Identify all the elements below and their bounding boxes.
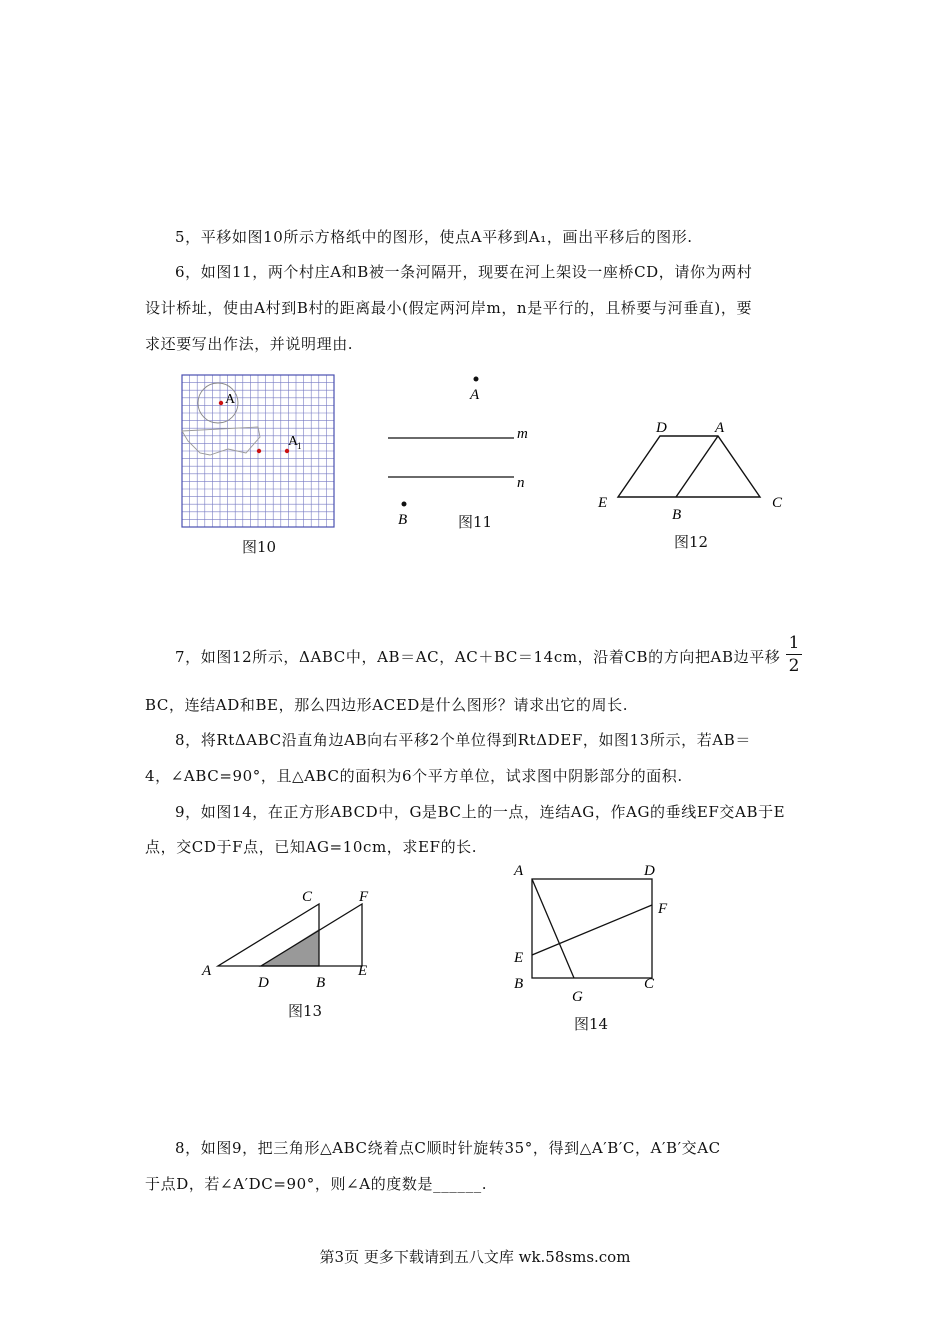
fraction-one-half — [786, 633, 802, 676]
question-8-line-1: 8，将RtΔABC沿直角边AB向右平移2个单位得到RtΔDEF，如图13所示，若AB＝ — [175, 731, 751, 749]
fraction-denominator: 2 — [788, 656, 800, 676]
question-6-line-2: 设计桥址，使由A村到B村的距离最小(假定两河岸m，n是平行的，且桥要与河垂直)，要 — [145, 299, 753, 317]
question-8b-line-1: 8，如图9，把三角形△ABC绕着点C顺时针旋转35°，得到△A′B′C，A′B′交AC — [175, 1139, 721, 1157]
point-b-label: B — [514, 976, 524, 992]
bank-n-label: n — [517, 475, 525, 491]
point-c-label: C — [644, 976, 655, 992]
point-e-label: E — [358, 963, 368, 979]
figure-12-caption: 图12 — [674, 533, 709, 551]
figure-13-caption: 图13 — [288, 1002, 323, 1020]
figure-11-caption: 图11 — [458, 513, 493, 531]
point-g-label: G — [572, 989, 583, 1005]
question-5: 5，平移如图10所示方格纸中的图形，使点A平移到A₁，画出平移后的图形. — [175, 228, 693, 246]
question-8-line-2: 4，∠ABC=90°，且△ABC的面积为6个平方单位，试求图中阴影部分的面积. — [145, 767, 683, 785]
question-9-line-1: 9，如图14，在正方形ABCD中，G是BC上的一点，连结AG，作AG的垂线EF交AB于E — [175, 803, 786, 821]
point-b-label: B — [672, 507, 682, 523]
label-a1: A — [288, 434, 299, 449]
figure-12 — [590, 412, 790, 524]
question-7-line-2: BC，连结AD和BE，那么四边形ACED是什么图形？请求出它的周长. — [145, 696, 629, 714]
figure-14-caption: 图14 — [574, 1015, 609, 1033]
point-a-label: A — [514, 863, 524, 879]
point-f-label: F — [359, 889, 369, 905]
village-b-label: B — [398, 512, 408, 528]
bank-m-label: m — [517, 426, 528, 442]
point-e-label: E — [598, 495, 608, 511]
point-f-label: F — [658, 901, 668, 917]
point-a-label: A — [202, 963, 212, 979]
point-d-label: D — [258, 975, 269, 991]
point-b-label: B — [316, 975, 326, 991]
red-dot — [257, 449, 261, 453]
figure-10-grid — [180, 373, 338, 529]
figure-10-caption: 图10 — [242, 538, 277, 556]
figure-13 — [196, 880, 386, 992]
point-a1-dot — [285, 449, 289, 453]
point-d-label: D — [644, 863, 655, 879]
point-a-dot — [219, 401, 223, 405]
label-a: A — [225, 392, 236, 407]
point-d-label: D — [656, 420, 667, 436]
fraction-numerator: 1 — [788, 633, 800, 653]
question-6-line-1: 6，如图11，两个村庄A和B被一条河隔开，现要在河上架设一座桥CD，请你为两村 — [175, 263, 753, 281]
question-7-line-1: 7，如图12所示，ΔABC中，AB＝AC，AC＋BC＝14cm，沿着CB的方向把AB边平移 — [175, 648, 781, 666]
point-e-label: E — [514, 950, 524, 966]
question-8b-line-2: 于点D，若∠A′DC=90°，则∠A的度数是______. — [145, 1175, 488, 1193]
question-9-line-2: 点，交CD于F点，已知AG=10cm，求EF的长. — [145, 838, 478, 856]
question-6-line-3: 求还要写出作法，并说明理由. — [145, 335, 354, 353]
point-c-label: C — [772, 495, 783, 511]
figure-14 — [508, 860, 678, 1010]
point-a-label: A — [715, 420, 725, 436]
village-a-label: A — [470, 387, 480, 403]
label-a1-subscript: 1 — [297, 441, 302, 451]
page-footer: 第3页 更多下载请到五八文库 wk.58sms.com — [319, 1248, 631, 1266]
point-c-label: C — [302, 889, 313, 905]
figure-11 — [380, 370, 540, 530]
